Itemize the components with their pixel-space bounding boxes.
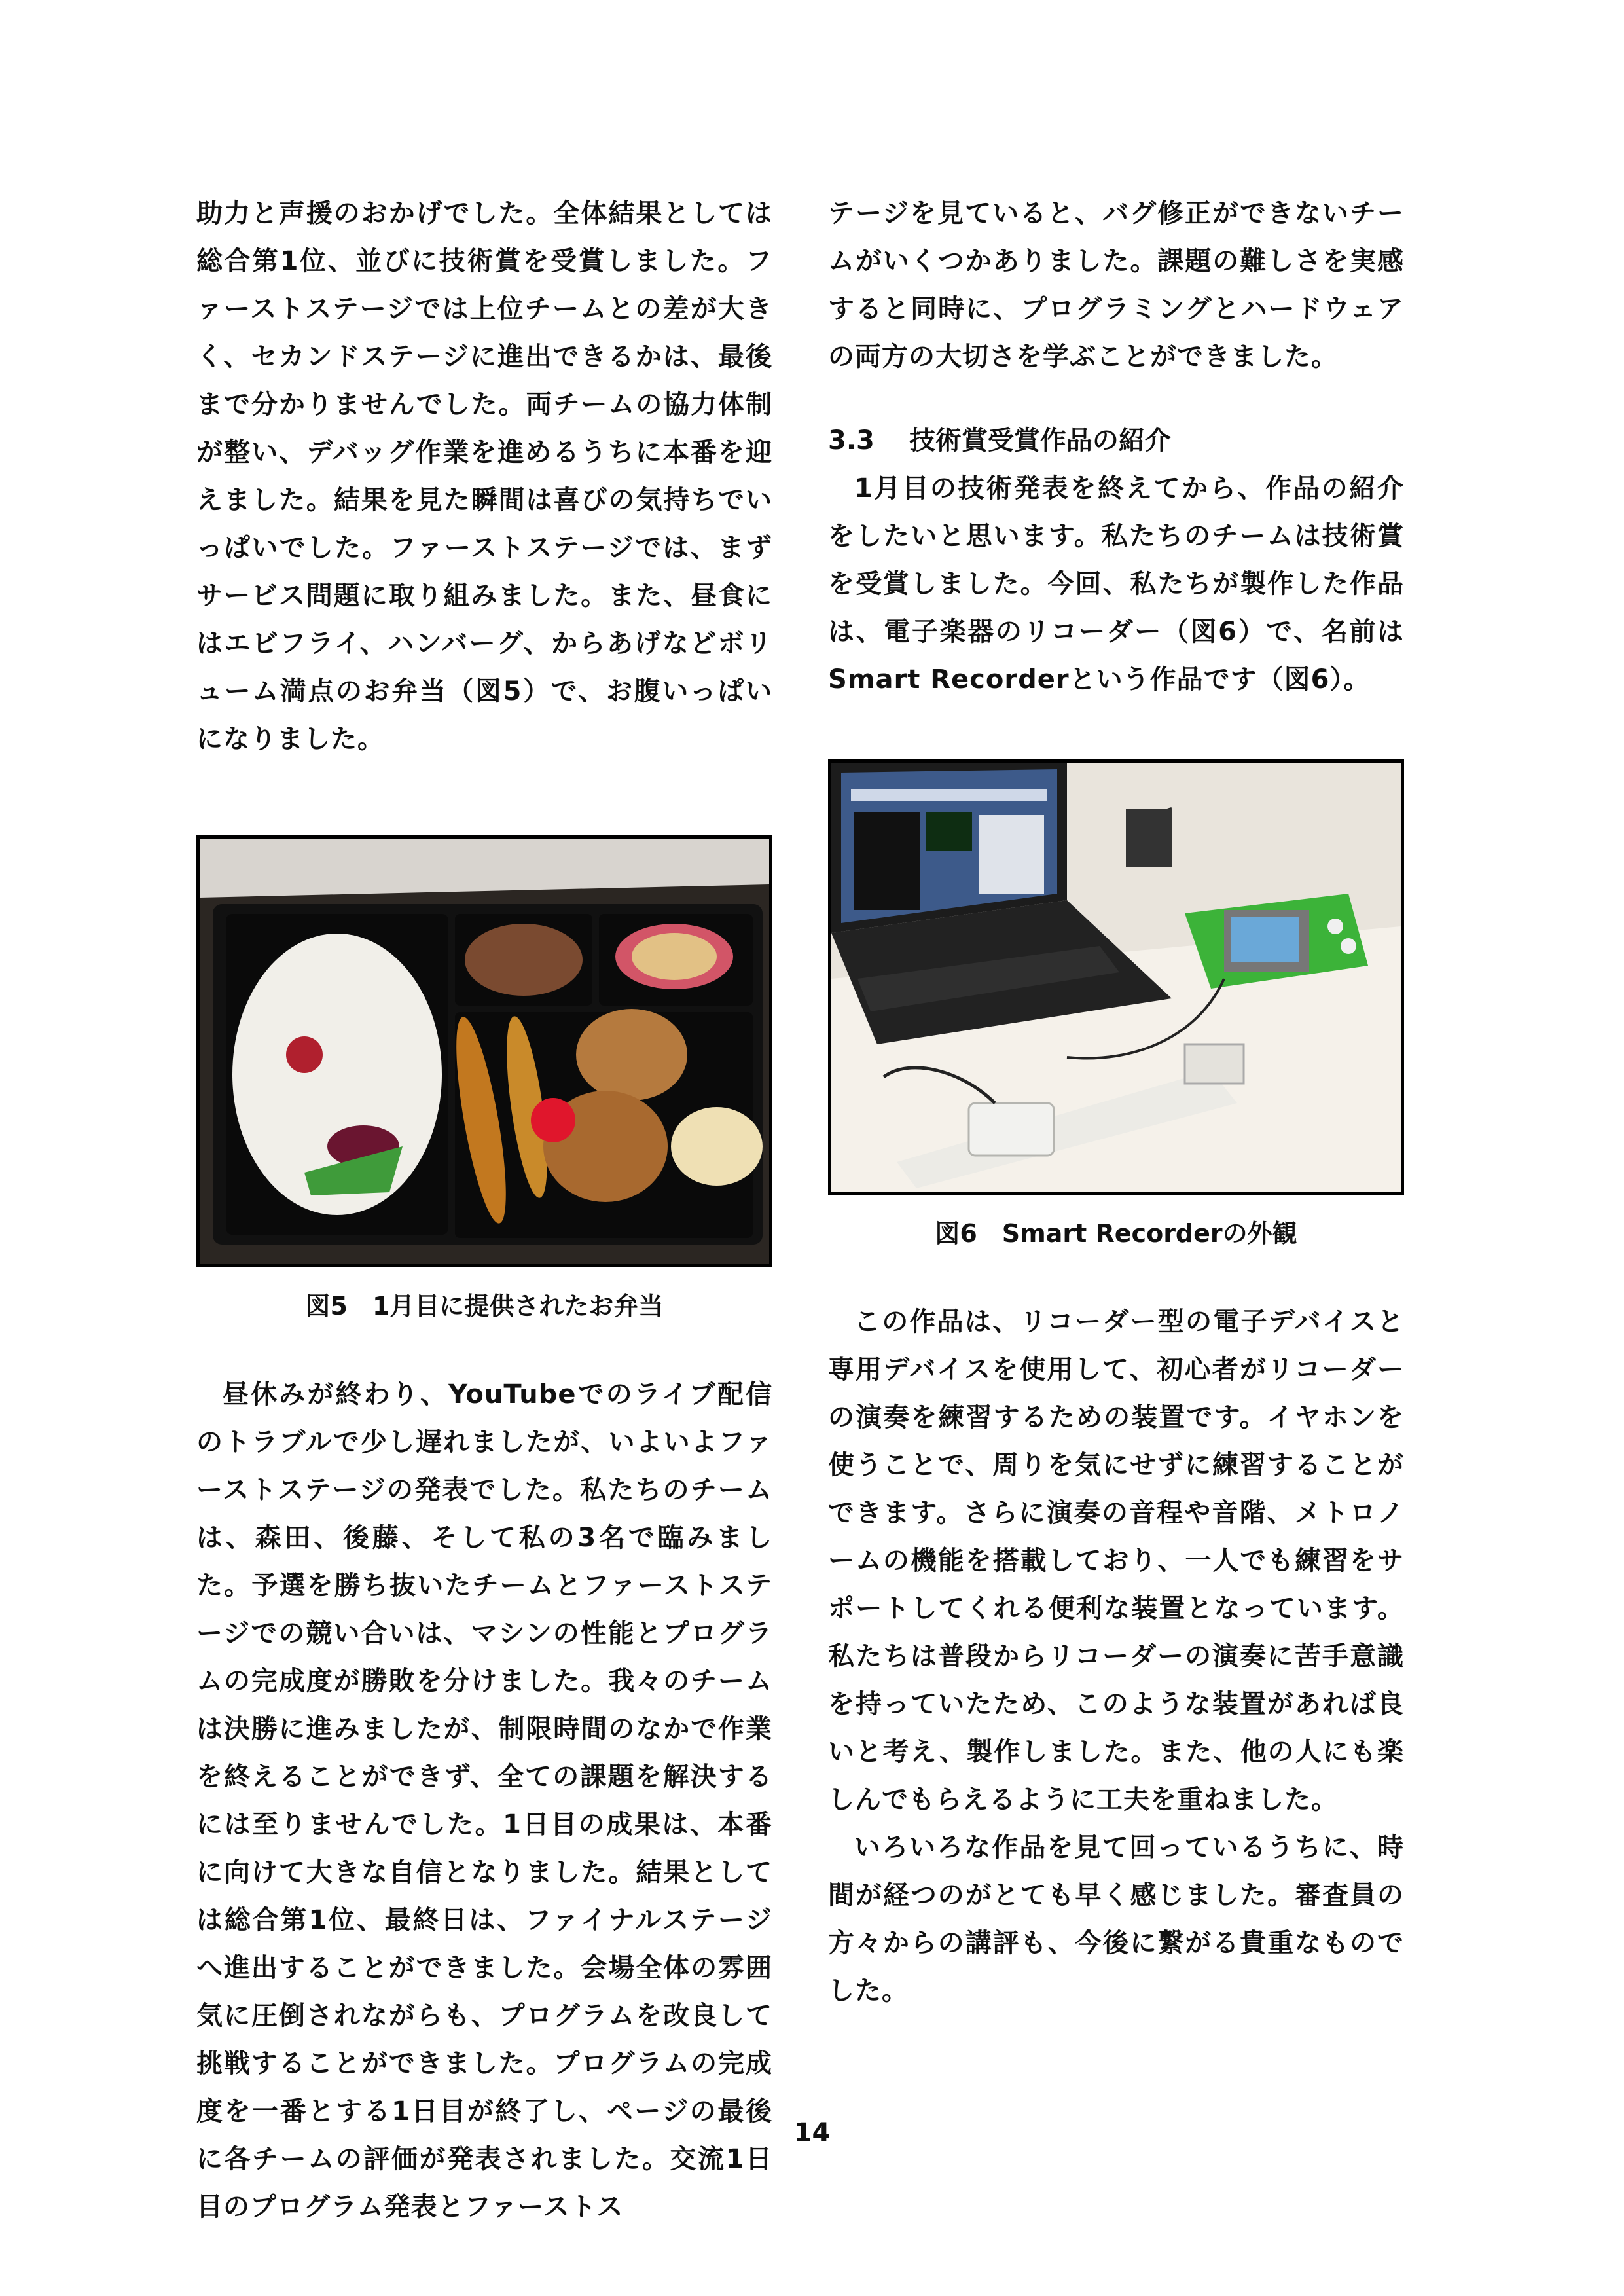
right-paragraph-3: この作品は、リコーダー型の電子デバイスと専用デバイスを使用して、初心者がリコーダーの演奏を練習するための装置です。イヤホンを使うことで、周りを気にせずに練習することができます。さらに演奏の音程や音階、メトロノームの機能を搭載しており、一人でも練習をサポートしてくれる便利な装置となっています。私たちは普段からリコーダーの演奏に苦手意識を持っていたため、このような装置があれば良いと考え、製作しました。また、他の人にも楽しんでもらえるように工夫を重ねました。 — [828, 1307, 1404, 1815]
left-paragraph-1: 助力と声援のおかげでした。全体結果としては総合第1位、並びに技術賞を受賞しました。ファーストステージでは上位チームとの差が大きく、セカンドステージに進出できるかは、最後まで分かりませんでした。両チームの協力体制が整い、デバッグ作業を進めるうちに本番を迎えました。結果を見た瞬間は喜びの気持ちでいっぱいでした。ファーストステージでは、まずサービス問題に取り組みました。また、昼食にはエビフライ、ハンバーグ、からあげなどボリューム満点のお弁当（図5）で、お腹いっぱいになりました。 — [196, 198, 772, 754]
right-paragraph-4: いろいろな作品を見て回っているうちに、時間が経つのがとても早く感じました。審査員の方々からの講評も、今後に繋がる貴重なものでした。 — [828, 1832, 1404, 2006]
right-paragraph-2: 1月目の技術発表を終えてから、作品の紹介をしたいと思います。私たちのチームは技術賞を受賞しました。今回、私たちが製作した作品は、電子楽器のリコーダー（図6）で、名前はSmart Recorderという作品です（図6）。 — [828, 473, 1404, 695]
right-paragraph-1: テージを見ていると、バグ修正ができないチームがいくつかありました。課題の難しさを実感すると同時に、プログラミングとハードウェアの両方の大切さを学ぶことができました。 — [828, 198, 1404, 372]
smart-recorder-image — [831, 763, 1401, 1192]
section-heading — [828, 417, 1404, 465]
figure-1-caption: 図5 1月目に提供されたお弁当 — [305, 1292, 664, 1321]
smart-recorder-photo — [828, 759, 1404, 1195]
left-column — [196, 190, 772, 2231]
bento-photo — [196, 835, 772, 1267]
right-column — [828, 190, 1404, 2015]
section-title: 技術賞受賞作品の紹介 — [909, 426, 1171, 456]
page-number: 14 — [793, 2118, 831, 2148]
bento-image — [200, 839, 769, 1264]
left-paragraph-2: 昼休みが終わり、YouTubeでのライブ配信のトラブルで少し遅れましたが、いよいよファーストステージの発表でした。私たちのチームは、森田、後藤、そして私の3名で臨みました。予選を勝ち抜いたチームとファーストステージでの競い合いは、マシンの性能とプログラムの完成度が勝敗を分けました。我々のチームは決勝に進みましたが、制限時間のなかで作業を終えることができず、全ての課題を解決するには至りませんでした。1日目の成果は、本番に向けて大きな自信となりました。結果としては総合第1位、最終日は、ファイナルステージへ進出することができました。会場全体の雰囲気に圧倒されながらも、プログラムを改良して挑戦することができました。プログラムの完成度を一番とする1日目が終了し、ページの最後に各チームの評価が発表されました。交流1日目のプログラム発表とファーストス — [196, 1379, 772, 2222]
figure-2-caption: 図6 Smart Recorderの外観 — [935, 1219, 1297, 1248]
section-number: 3.3 — [828, 426, 875, 456]
